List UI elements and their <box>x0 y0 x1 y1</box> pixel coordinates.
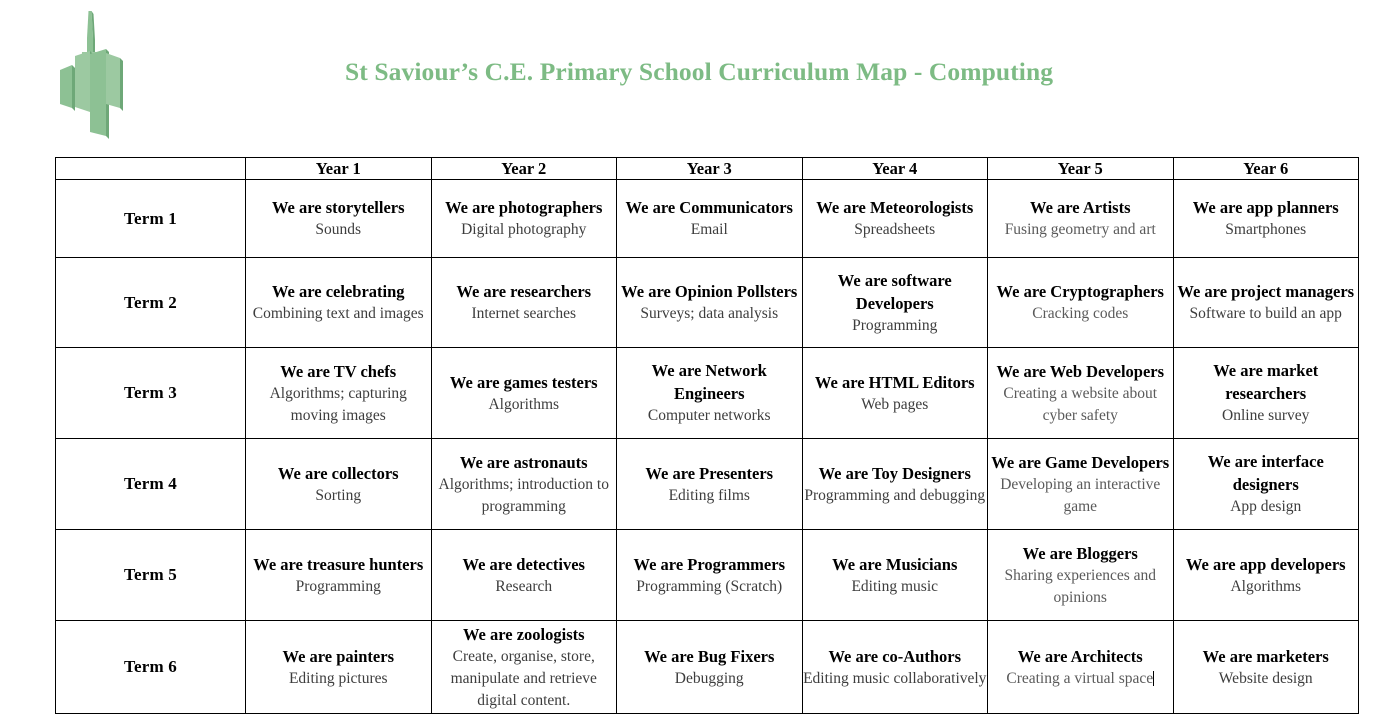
column-header-year-2: Year 2 <box>431 158 617 180</box>
cell-term2-year5 <box>988 258 1174 348</box>
unit-title: We are app planners <box>1192 198 1339 217</box>
unit-title: We are project managers <box>1177 282 1355 301</box>
unit-title: We are storytellers <box>271 198 405 217</box>
cell-term1-year3 <box>617 180 803 258</box>
cell-term3-year3 <box>617 348 803 439</box>
cell-term1-year6 <box>1173 180 1359 258</box>
document-header <box>0 0 1399 150</box>
cell-term4-year6 <box>1173 439 1359 530</box>
cell-term6-year6 <box>1173 621 1359 714</box>
unit-subtitle: Internet searches <box>471 305 577 322</box>
cell-term4-year4 <box>802 439 988 530</box>
cell-term2-year3 <box>617 258 803 348</box>
cell-term3-year4 <box>802 348 988 439</box>
curriculum-table-container <box>55 157 1358 714</box>
unit-subtitle: Digital photography <box>461 221 587 238</box>
unit-subtitle: Surveys; data analysis <box>640 305 779 322</box>
unit-title: We are software Developers <box>837 270 952 313</box>
unit-title: We are app developers <box>1185 554 1346 574</box>
unit-title: We are Toy Designers <box>818 463 971 483</box>
unit-subtitle: Editing music collaboratively <box>803 669 987 687</box>
cell-term2-year4 <box>802 258 988 348</box>
unit-subtitle: Web pages <box>861 395 929 413</box>
unit-subtitle: Spreadsheets <box>854 221 936 238</box>
table-row <box>56 180 1359 258</box>
row-header-term-1: Term 1 <box>56 180 246 258</box>
unit-title: We are Presenters <box>645 463 774 483</box>
cell-term4-year1 <box>246 439 432 530</box>
curriculum-map-table <box>55 157 1359 714</box>
unit-subtitle: Software to build an app <box>1189 305 1342 322</box>
unit-title: We are TV chefs <box>280 361 397 381</box>
unit-title: We are zoologists <box>462 624 585 644</box>
unit-title: We are Network Engineers <box>651 361 767 403</box>
unit-subtitle: Sounds <box>315 221 362 238</box>
unit-title: We are HTML Editors <box>814 372 975 392</box>
column-header-year-4: Year 4 <box>802 158 988 180</box>
row-header-term-5: Term 5 <box>56 530 246 621</box>
unit-subtitle: Programming <box>852 316 938 334</box>
unit-title: We are celebrating <box>271 282 405 301</box>
cell-term2-year2 <box>431 258 617 348</box>
cell-term2-year1 <box>246 258 432 348</box>
unit-subtitle: Algorithms <box>1230 577 1302 595</box>
unit-subtitle: Editing music <box>851 577 939 595</box>
unit-title: We are Cryptographers <box>996 282 1164 301</box>
unit-subtitle: Sharing experiences and opinions <box>1004 566 1156 606</box>
cell-term6-year5[interactable] <box>988 621 1174 714</box>
unit-subtitle: Creating a website about cyber safety <box>1003 384 1158 424</box>
unit-subtitle: Programming (Scratch) <box>636 577 783 595</box>
unit-title: We are Game Developers <box>991 452 1170 472</box>
column-header-year-3: Year 3 <box>617 158 803 180</box>
unit-title: We are interface designers <box>1207 452 1324 494</box>
column-header-year-6: Year 6 <box>1173 158 1359 180</box>
unit-title: We are Artists <box>1029 198 1131 217</box>
cell-term5-year1 <box>246 530 432 621</box>
unit-subtitle: Editing pictures <box>288 669 388 687</box>
unit-subtitle: App design <box>1230 498 1302 515</box>
cell-term4-year5 <box>988 439 1174 530</box>
column-header-year-5: Year 5 <box>988 158 1174 180</box>
unit-title: We are painters <box>282 646 394 666</box>
cell-term1-year1 <box>246 180 432 258</box>
unit-title: We are Bloggers <box>1022 543 1138 563</box>
cell-term4-year2 <box>431 439 617 530</box>
cell-term3-year5 <box>988 348 1174 439</box>
unit-title: We are co-Authors <box>828 646 962 666</box>
table-row <box>56 621 1359 714</box>
table-row <box>56 439 1359 530</box>
page-title: St Saviour’s C.E. Primary School Curriculum Map - Computing <box>345 57 1054 86</box>
unit-title: We are market researchers <box>1213 361 1319 403</box>
table-row <box>56 348 1359 439</box>
table-row <box>56 258 1359 348</box>
cell-term3-year6 <box>1173 348 1359 439</box>
unit-subtitle: Research <box>495 577 553 595</box>
cell-term1-year4 <box>802 180 988 258</box>
column-header-year-1: Year 1 <box>246 158 432 180</box>
cell-term5-year2 <box>431 530 617 621</box>
unit-subtitle: Combining text and images <box>252 305 424 322</box>
cell-term5-year4 <box>802 530 988 621</box>
unit-subtitle: Sorting <box>315 486 362 504</box>
unit-subtitle: Programming <box>295 577 381 595</box>
table-corner-cell <box>56 158 246 180</box>
cell-term1-year2 <box>431 180 617 258</box>
unit-subtitle: Debugging <box>674 669 744 687</box>
table-row <box>56 530 1359 621</box>
cell-term6-year1 <box>246 621 432 714</box>
cell-term2-year6 <box>1173 258 1359 348</box>
unit-subtitle: Creating a virtual space <box>1006 669 1154 687</box>
unit-title: We are Opinion Pollsters <box>621 282 798 301</box>
text-cursor <box>1153 671 1154 686</box>
unit-title: We are researchers <box>456 282 592 301</box>
unit-subtitle: Cracking codes <box>1032 305 1129 322</box>
cell-term1-year5 <box>988 180 1174 258</box>
unit-subtitle: Algorithms <box>488 395 560 413</box>
unit-subtitle: Developing an interactive game <box>1000 475 1161 515</box>
unit-title: We are Bug Fixers <box>644 646 775 666</box>
unit-subtitle: Algorithms; introduction to programming <box>438 475 609 515</box>
row-header-term-2: Term 2 <box>56 258 246 348</box>
unit-subtitle: Programming and debugging <box>804 486 986 504</box>
unit-subtitle: Create, organise, store, manipulate and retrieve digital content. <box>450 647 597 709</box>
cell-term6-year2 <box>431 621 617 714</box>
table-header-row <box>56 158 1359 180</box>
row-header-term-3: Term 3 <box>56 348 246 439</box>
unit-title: We are Musicians <box>832 554 958 574</box>
row-header-term-4: Term 4 <box>56 439 246 530</box>
unit-title: We are marketers <box>1202 646 1329 666</box>
unit-title: We are games testers <box>449 372 598 392</box>
cell-term6-year4 <box>802 621 988 714</box>
unit-title: We are treasure hunters <box>253 554 424 574</box>
cell-term6-year3 <box>617 621 803 714</box>
row-header-term-6: Term 6 <box>56 621 246 714</box>
unit-title: We are Meteorologists <box>816 198 974 217</box>
unit-title: We are photographers <box>445 198 603 217</box>
church-spire-logo <box>52 8 132 140</box>
cell-term5-year5 <box>988 530 1174 621</box>
unit-subtitle: Email <box>690 221 728 238</box>
cell-term3-year2 <box>431 348 617 439</box>
unit-subtitle: Website design <box>1218 669 1313 687</box>
unit-title: We are Architects <box>1017 646 1143 666</box>
unit-subtitle: Fusing geometry and art <box>1004 221 1156 238</box>
unit-subtitle: Editing films <box>668 486 750 504</box>
unit-title: We are Web Developers <box>996 361 1165 381</box>
unit-title: We are collectors <box>277 463 399 483</box>
unit-title: We are detectives <box>462 554 585 574</box>
cell-term5-year3 <box>617 530 803 621</box>
unit-title: We are Communicators <box>625 198 793 217</box>
unit-subtitle: Online survey <box>1222 407 1310 424</box>
cell-term3-year1 <box>246 348 432 439</box>
unit-title: We are Programmers <box>633 554 785 574</box>
unit-title: We are astronauts <box>459 452 588 472</box>
cell-term4-year3 <box>617 439 803 530</box>
unit-subtitle: Computer networks <box>647 407 771 424</box>
unit-subtitle: Algorithms; capturing moving images <box>269 384 407 424</box>
unit-subtitle: Smartphones <box>1225 221 1307 238</box>
cell-term5-year6 <box>1173 530 1359 621</box>
